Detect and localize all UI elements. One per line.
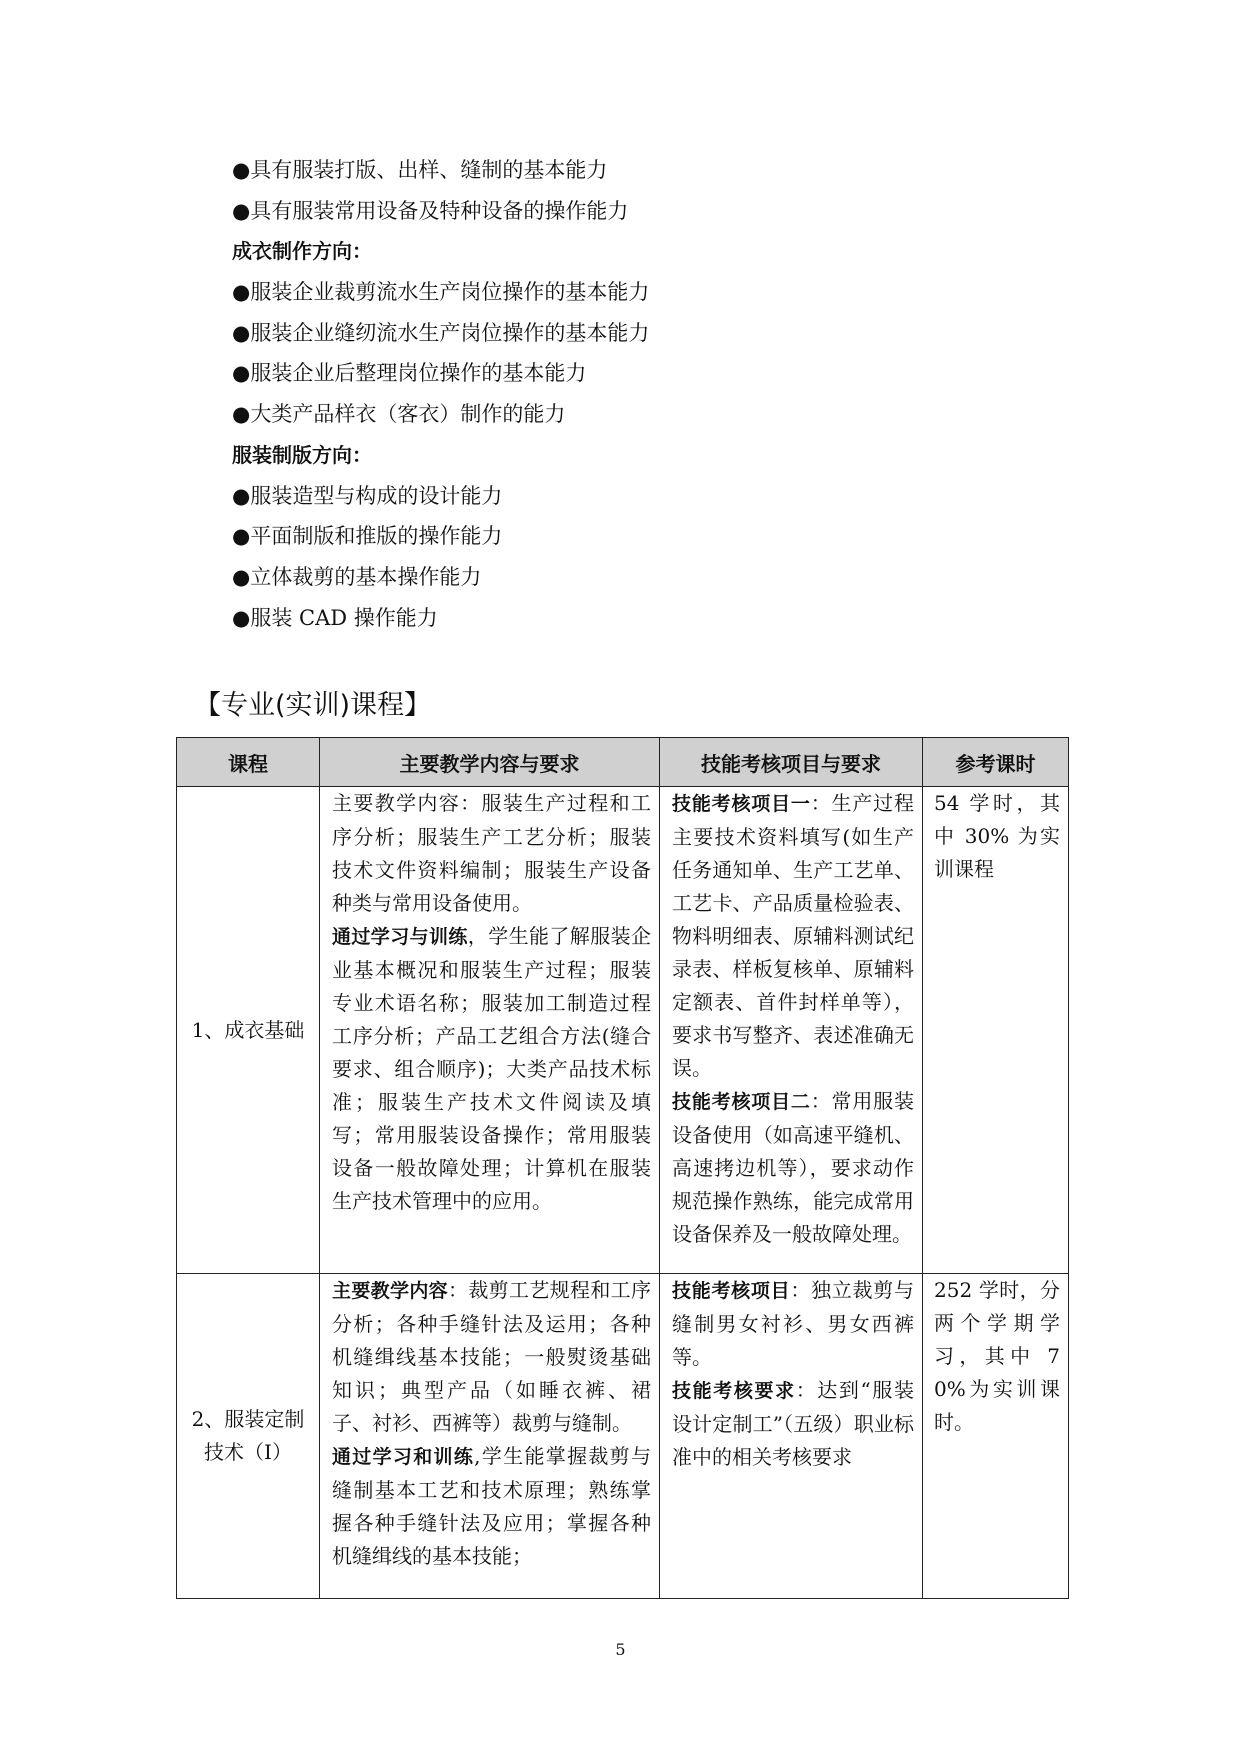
content-para: 主要教学内容：裁剪工艺规程和工序分析；各种手缝针法及运用；各种机缝缉线基本技能；一般熨烫基础知识；典型产品（如睡衣裤、裙子、衬衫、西裤等）裁剪与缝制。 xyxy=(332,1278,651,1435)
header-skills: 技能考核项目与要求 xyxy=(660,738,923,787)
section-title: 【专业(实训)课程】 xyxy=(194,690,432,721)
header-content: 主要教学内容与要求 xyxy=(320,738,660,787)
skills-para: 技能考核项目：独立裁剪与缝制男女衬衫、男女西裤等。 xyxy=(672,1278,914,1369)
ability-line: ●服装造型与构成的设计能力 xyxy=(232,483,503,508)
ability-line: ●服装企业后整理岗位操作的基本能力 xyxy=(232,361,587,386)
skills-para: 技能考核要求：达到“服装设计定制工”（五级）职业标准中的相关考核要求 xyxy=(672,1378,914,1469)
course-name: 2、服装定制技术（Ⅰ） xyxy=(177,1274,320,1599)
direction-heading: 成衣制作方向： xyxy=(232,239,372,264)
ability-line: ●平面制版和推版的操作能力 xyxy=(232,524,503,549)
course-name: 1、成衣基础 xyxy=(177,787,320,1274)
table-row xyxy=(177,1274,1069,1599)
ability-line: ●具有服装打版、出样、缝制的基本能力 xyxy=(232,158,608,182)
header-hours: 参考课时 xyxy=(923,738,1069,787)
ability-line: ●立体裁剪的基本操作能力 xyxy=(232,564,482,589)
hours-cell: 54 学时，其中 30% 为实训课程 xyxy=(923,787,1069,1274)
page-number: 5 xyxy=(615,1640,626,1659)
ability-line: ●大类产品样衣（客衣）制作的能力 xyxy=(232,402,566,427)
table-row xyxy=(177,787,1069,1274)
ability-line: ●服装企业缝纫流水生产岗位操作的基本能力 xyxy=(232,320,650,345)
content-cell xyxy=(320,1274,660,1599)
skills-para: 技能考核项目一：生产过程主要技术资料填写(如生产任务通知单、生产工艺单、工艺卡、产品质量检验表、物料明细表、原辅料测试纪录表、样板复核单、原辅料定额表、首件封样单等），要求书写整齐、表述准确无误。 xyxy=(672,791,914,1080)
ability-line: ●服装企业裁剪流水生产岗位操作的基本能力 xyxy=(232,280,650,305)
hours-cell: 252 学时，分两个学期学习，其中 70%为实训课时。 xyxy=(923,1274,1069,1599)
content-para: 主要教学内容：服装生产过程和工序分析；服装生产工艺分析；服装技术文件资料编制；服装生产设备种类与常用设备使用。 xyxy=(332,791,651,915)
content-para: 通过学习和训练,学生能掌握裁剪与缝制基本工艺和技术原理；熟练掌握各种手缝针法及应用；掌握各种机缝缉线的基本技能； xyxy=(332,1444,651,1568)
table-header-row xyxy=(177,738,1069,787)
direction-heading: 服装制版方向： xyxy=(232,442,372,467)
skills-cell xyxy=(660,1274,923,1599)
content-cell xyxy=(320,787,660,1274)
ability-line: ●具有服装常用设备及特种设备的操作能力 xyxy=(232,198,629,223)
skills-para: 技能考核项目二：常用服装设备使用（如高速平缝机、高速拷边机等），要求动作规范操作熟练，能完成常用设备保养及一般故障处理。 xyxy=(672,1089,914,1246)
header-course: 课程 xyxy=(177,738,320,787)
skills-cell xyxy=(660,787,923,1274)
content-para: 通过学习与训练，学生能了解服装企业基本概况和服装生产过程；服装专业术语名称；服装加工制造过程工序分析；产品工艺组合方法(缝合要求、组合顺序)；大类产品技术标准；服装生产技术文件阅读及填写；常用服装设备操作；常用服装设备一般故障处理；计算机在服装生产技术管理中的应用。 xyxy=(332,924,651,1213)
course-table xyxy=(176,737,1069,1599)
ability-list xyxy=(232,150,1032,638)
ability-line: ●服装 CAD 操作能力 xyxy=(232,605,438,630)
